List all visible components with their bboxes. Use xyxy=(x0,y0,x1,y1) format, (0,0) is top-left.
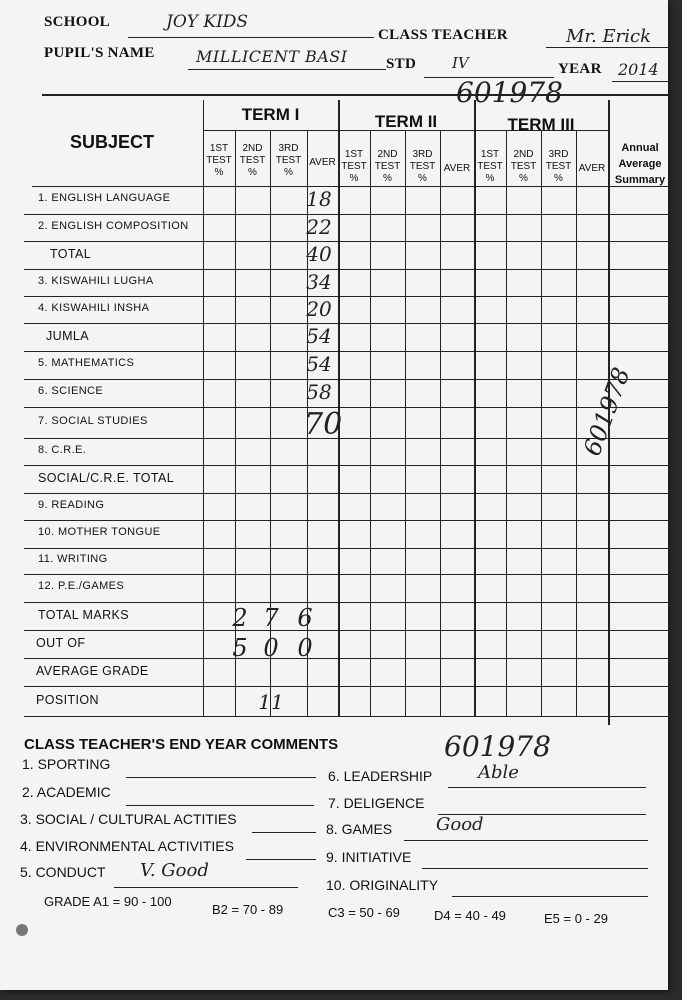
term-2-test-3-header: 3RD TEST % xyxy=(409,149,436,184)
subject-header: SUBJECT xyxy=(70,132,155,152)
term-1-average-header: AVER xyxy=(309,157,336,168)
punch-hole-mark xyxy=(16,924,28,936)
comment-academic-line xyxy=(126,788,314,806)
out-of-digit-3: 0 xyxy=(297,634,313,662)
term-1-average-mark: 54 xyxy=(306,352,332,376)
table-row-line xyxy=(24,351,668,352)
subject-row-label: 6. SCIENCE xyxy=(38,385,104,397)
comment-sporting-line xyxy=(126,760,316,778)
term-1-header: TERM I xyxy=(241,105,300,124)
comment-originality-line xyxy=(452,879,648,897)
grade-b2: B2 = 70 - 89 xyxy=(212,902,284,917)
subject-row-label: 7. SOCIAL STUDIES xyxy=(38,414,148,427)
subject-row-label: JUMLA xyxy=(46,329,89,343)
table-row-line xyxy=(24,323,668,324)
term-3-test-2-header: 2ND TEST % xyxy=(510,149,537,184)
table-row-line xyxy=(24,407,668,408)
table-row-line xyxy=(24,296,668,297)
out-of-digit-1: 5 xyxy=(232,634,248,662)
std-line xyxy=(424,56,554,78)
comment-academic-label: 2. ACADEMIC xyxy=(22,784,111,800)
grade-c3: C3 = 50 - 69 xyxy=(328,905,400,920)
school-line xyxy=(128,14,374,38)
table-row-line xyxy=(24,548,668,549)
table-row-line xyxy=(24,520,668,521)
term-2-test-1-header: 1ST TEST % xyxy=(341,149,367,184)
year-value: 2014 xyxy=(618,60,659,79)
pupil-name-value: MILLICENT BASI xyxy=(196,47,348,66)
subject-row-label: 1. ENGLISH LANGUAGE xyxy=(38,192,171,204)
term-2-test-2-header: 2ND TEST % xyxy=(374,149,401,184)
table-row-line xyxy=(24,438,668,439)
total-marks-digit-2: 7 xyxy=(263,604,279,632)
term-1-test-2-header: 2ND TEST % xyxy=(239,143,266,178)
table-top-border xyxy=(42,94,670,96)
total-marks-digit-3: 6 xyxy=(297,604,313,632)
comments-stamp: 601978 xyxy=(444,730,551,763)
subject-row-label: SOCIAL/C.R.E. TOTAL xyxy=(38,471,175,485)
subject-row-label: AVERAGE GRADE xyxy=(36,664,149,678)
side-stamp: 601978 xyxy=(578,363,636,460)
term3-divider xyxy=(474,100,476,716)
term-1-average-mark: 70 xyxy=(304,406,343,442)
term-1-average-mark: 40 xyxy=(306,242,332,266)
comment-games-value: Good xyxy=(436,814,484,835)
comment-conduct-value: V. Good xyxy=(140,860,209,881)
comment-initiative-label: 9. INITIATIVE xyxy=(326,849,412,865)
grade-e5: E5 = 0 - 29 xyxy=(544,911,608,926)
comment-leadership-label: 6. LEADERSHIP xyxy=(328,768,433,784)
position-value: 11 xyxy=(258,690,284,714)
teacher-label: CLASS TEACHER xyxy=(378,27,508,43)
table-row-line xyxy=(24,630,668,631)
pupil-name-label: PUPIL'S NAME xyxy=(44,45,155,61)
table-row-line xyxy=(24,269,668,270)
comment-environmental-label: 4. ENVIRONMENTAL ACTIVITIES xyxy=(20,838,234,854)
table-row-line xyxy=(24,493,668,494)
comment-originality-label: 10. ORIGINALITY xyxy=(326,877,439,893)
table-row-line xyxy=(24,658,668,659)
comment-conduct-label: 5. CONDUCT xyxy=(20,864,106,880)
grade-a1: GRADE A1 = 90 - 100 xyxy=(44,894,172,909)
table-row-line xyxy=(24,241,668,242)
annual-average-header: Annual Average Summary xyxy=(614,142,666,186)
subject-row-label: 12. P.E./GAMES xyxy=(38,580,125,592)
term-3-average-header: AVER xyxy=(578,163,606,174)
table-row-line xyxy=(24,465,668,466)
table-row-line xyxy=(24,379,668,380)
comment-leadership-value: Able xyxy=(478,762,519,783)
term-3-header: TERM III xyxy=(507,115,575,134)
out-of-digit-2: 0 xyxy=(263,634,279,662)
comments-title: CLASS TEACHER'S END YEAR COMMENTS xyxy=(24,736,339,753)
term-1-average-mark: 34 xyxy=(306,269,332,294)
table-row-line xyxy=(24,686,668,687)
table-row-line xyxy=(24,716,668,717)
term-1-test-1-header: 1ST TEST % xyxy=(206,143,232,178)
term-3-test-1-header: 1ST TEST % xyxy=(477,149,503,184)
table-row-line xyxy=(32,186,668,187)
term-1-average-mark: 58 xyxy=(306,380,332,404)
school-label: SCHOOL xyxy=(44,14,110,30)
table-row-line xyxy=(24,602,668,603)
teacher-value: Mr. Erick xyxy=(566,26,651,47)
comment-deligence-line xyxy=(438,797,646,815)
comment-games-label: 8. GAMES xyxy=(326,821,393,837)
term-1-average-mark: 22 xyxy=(306,214,332,239)
subject-row-label: 3. KISWAHILI LUGHA xyxy=(38,274,154,287)
table-row-line xyxy=(24,574,668,575)
comment-initiative-line xyxy=(422,851,648,869)
comment-social-line xyxy=(252,815,316,833)
subject-row-label: TOTAL MARKS xyxy=(38,608,129,622)
term-1-test-3-header: 3RD TEST % xyxy=(275,143,302,178)
subject-row-label: TOTAL xyxy=(50,247,92,261)
term-2-header: TERM II xyxy=(374,112,438,131)
term-1-average-mark: 18 xyxy=(306,187,332,211)
subject-row-label: 2. ENGLISH COMPOSITION xyxy=(38,219,189,232)
grade-d4: D4 = 40 - 49 xyxy=(434,908,506,923)
year-label: YEAR xyxy=(558,61,602,77)
comment-social-label: 3. SOCIAL / CULTURAL ACTITIES xyxy=(20,811,237,827)
comment-deligence-label: 7. DELIGENCE xyxy=(328,795,425,811)
subject-row-label: 5. MATHEMATICS xyxy=(38,357,135,369)
term-2-average-header: AVER xyxy=(443,163,471,174)
subject-row-label: 4. KISWAHILI INSHA xyxy=(38,301,150,314)
table-row-line xyxy=(24,214,668,215)
std-label: STD xyxy=(386,56,417,72)
comment-environmental-line xyxy=(246,842,316,860)
total-marks-digit-1: 2 xyxy=(232,604,248,632)
school-value: JOY KIDS xyxy=(166,12,249,32)
subject-column-divider xyxy=(203,100,204,716)
subject-row-label: OUT OF xyxy=(36,636,86,650)
subject-row-label: POSITION xyxy=(36,693,99,707)
subject-row-label: 11. WRITING xyxy=(38,553,108,565)
std-value: IV xyxy=(452,54,469,72)
subject-row-label: 9. READING xyxy=(38,498,105,511)
term-1-average-mark: 20 xyxy=(306,296,332,321)
subject-row-label: 10. MOTHER TONGUE xyxy=(38,526,161,538)
comment-sporting-label: 1. SPORTING xyxy=(22,756,111,772)
term-1-average-mark: 54 xyxy=(306,324,332,348)
subject-row-label: 8. C.R.E. xyxy=(38,443,87,456)
term-3-test-3-header: 3RD TEST % xyxy=(545,149,572,184)
pupil-number-stamp: 601978 xyxy=(456,76,563,109)
